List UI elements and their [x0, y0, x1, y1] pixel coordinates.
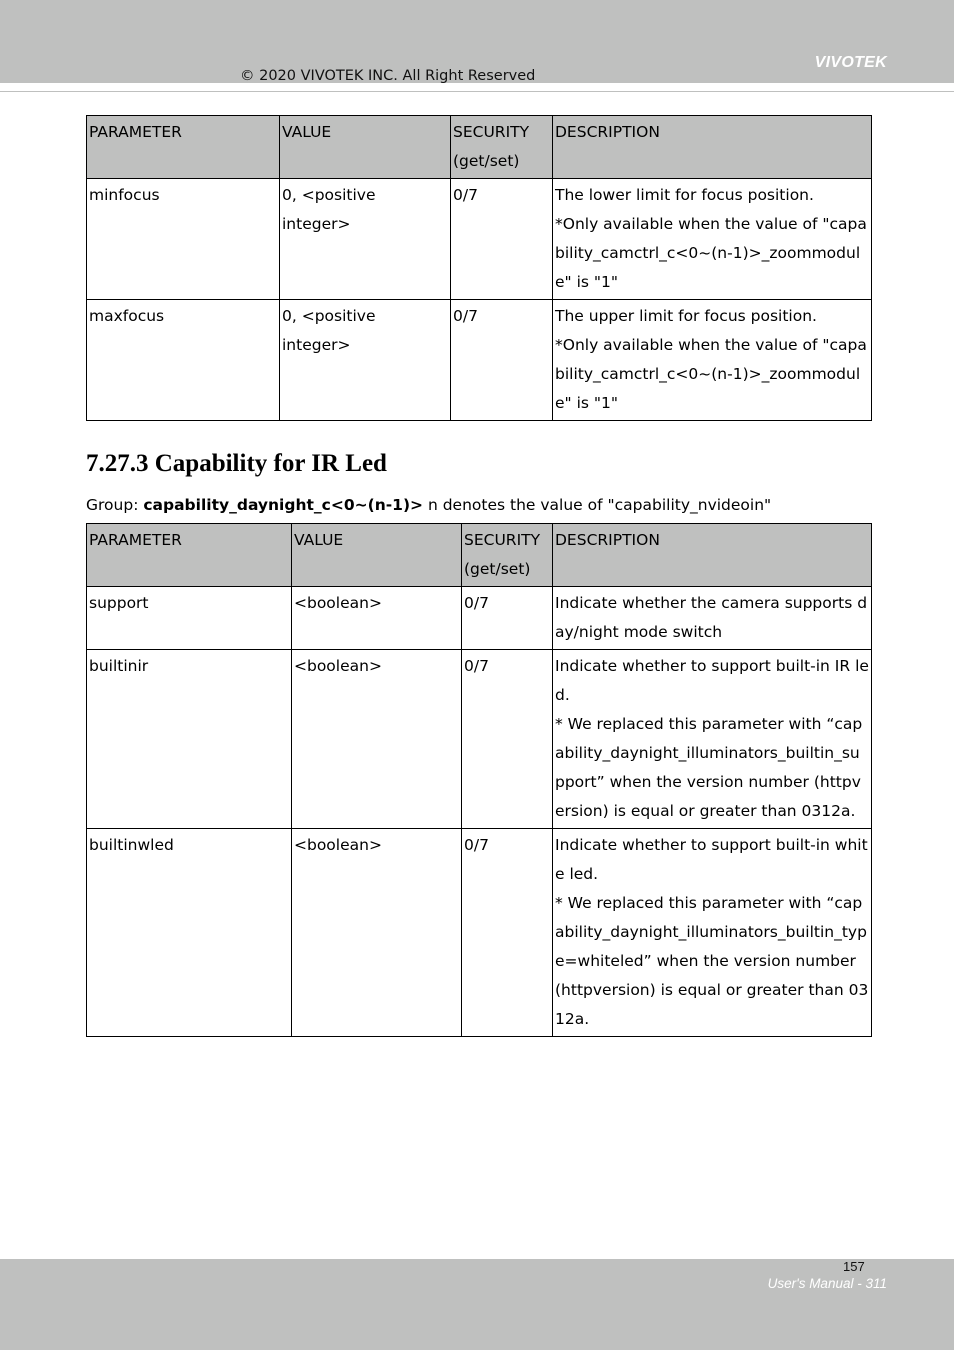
- cell-value: 0, <positive integer>: [280, 300, 451, 421]
- cell-parameter: support: [87, 587, 292, 650]
- cell-parameter: maxfocus: [87, 300, 280, 421]
- group-name: capability_daynight_c<0~(n-1)>: [143, 496, 424, 514]
- cell-security: 0/7: [451, 179, 553, 300]
- cell-description: [553, 300, 872, 421]
- cell-value: <boolean>: [292, 587, 462, 650]
- cell-security: 0/7: [462, 829, 553, 1037]
- cell-value: 0, <positive integer>: [280, 179, 451, 300]
- table-header-row: [87, 116, 872, 179]
- description-line: The upper limit for focus position.: [555, 307, 817, 325]
- cell-description: [553, 829, 872, 1037]
- page-number: 157: [843, 1259, 865, 1274]
- table-row: [87, 650, 872, 829]
- manual-page-label: User's Manual - 311: [767, 1276, 887, 1291]
- focus-parameter-table: [86, 115, 872, 421]
- cell-value: <boolean>: [292, 829, 462, 1037]
- group-line: [86, 496, 771, 514]
- section-heading: 7.27.3 Capability for IR Led: [86, 450, 387, 477]
- cell-security: 0/7: [462, 650, 553, 829]
- cell-parameter: minfocus: [87, 179, 280, 300]
- description-line: *Only available when the value of "capability_camctrl_c<0~(n-1)>_zoommodule" is "1": [555, 215, 867, 291]
- description-line: Indicate whether to support built-in white led.: [555, 836, 868, 883]
- header-parameter: PARAMETER: [87, 116, 280, 179]
- cell-value: <boolean>: [292, 650, 462, 829]
- cell-security: 0/7: [451, 300, 553, 421]
- table-row: [87, 829, 872, 1037]
- description-line: *Only available when the value of "capability_camctrl_c<0~(n-1)>_zoommodule" is "1": [555, 336, 867, 412]
- brand-logo: VIVOTEK: [814, 54, 887, 71]
- group-suffix: n denotes the value of "capability_nvideoin": [423, 496, 772, 514]
- table-row: [87, 300, 872, 421]
- cell-description: [553, 650, 872, 829]
- table-row: [87, 587, 872, 650]
- description-line: * We replaced this parameter with “capability_daynight_illuminators_builtin_support” when the version number (httpversion) is equal or greater than 0312a.: [555, 715, 863, 820]
- header-security: SECURITY (get/set): [451, 116, 553, 179]
- description-line: Indicate whether the camera supports day/night mode switch: [555, 594, 868, 641]
- cell-description: [553, 179, 872, 300]
- table-header-row: [87, 524, 872, 587]
- table-row: [87, 179, 872, 300]
- copyright-text: © 2020 VIVOTEK INC. All Right Reserved: [240, 68, 536, 84]
- header-value: VALUE: [280, 116, 451, 179]
- header-security: SECURITY (get/set): [462, 524, 553, 587]
- group-prefix: Group:: [86, 496, 144, 514]
- header-description: DESCRIPTION: [553, 116, 872, 179]
- header-description: DESCRIPTION: [553, 524, 872, 587]
- description-line: Indicate whether to support built-in IR led.: [555, 657, 869, 704]
- header-divider: [0, 91, 954, 92]
- header-value: VALUE: [292, 524, 462, 587]
- cell-parameter: builtinir: [87, 650, 292, 829]
- description-line: * We replaced this parameter with “capability_daynight_illuminators_builtin_type=whiteled” when the version number (httpversion) is equal or greater than 0312a.: [555, 894, 869, 1028]
- header-parameter: PARAMETER: [87, 524, 292, 587]
- ir-led-parameter-table: [86, 523, 872, 1037]
- page-footer: [0, 1259, 954, 1350]
- cell-description: [553, 587, 872, 650]
- cell-security: 0/7: [462, 587, 553, 650]
- cell-parameter: builtinwled: [87, 829, 292, 1037]
- description-line: The lower limit for focus position.: [555, 186, 814, 204]
